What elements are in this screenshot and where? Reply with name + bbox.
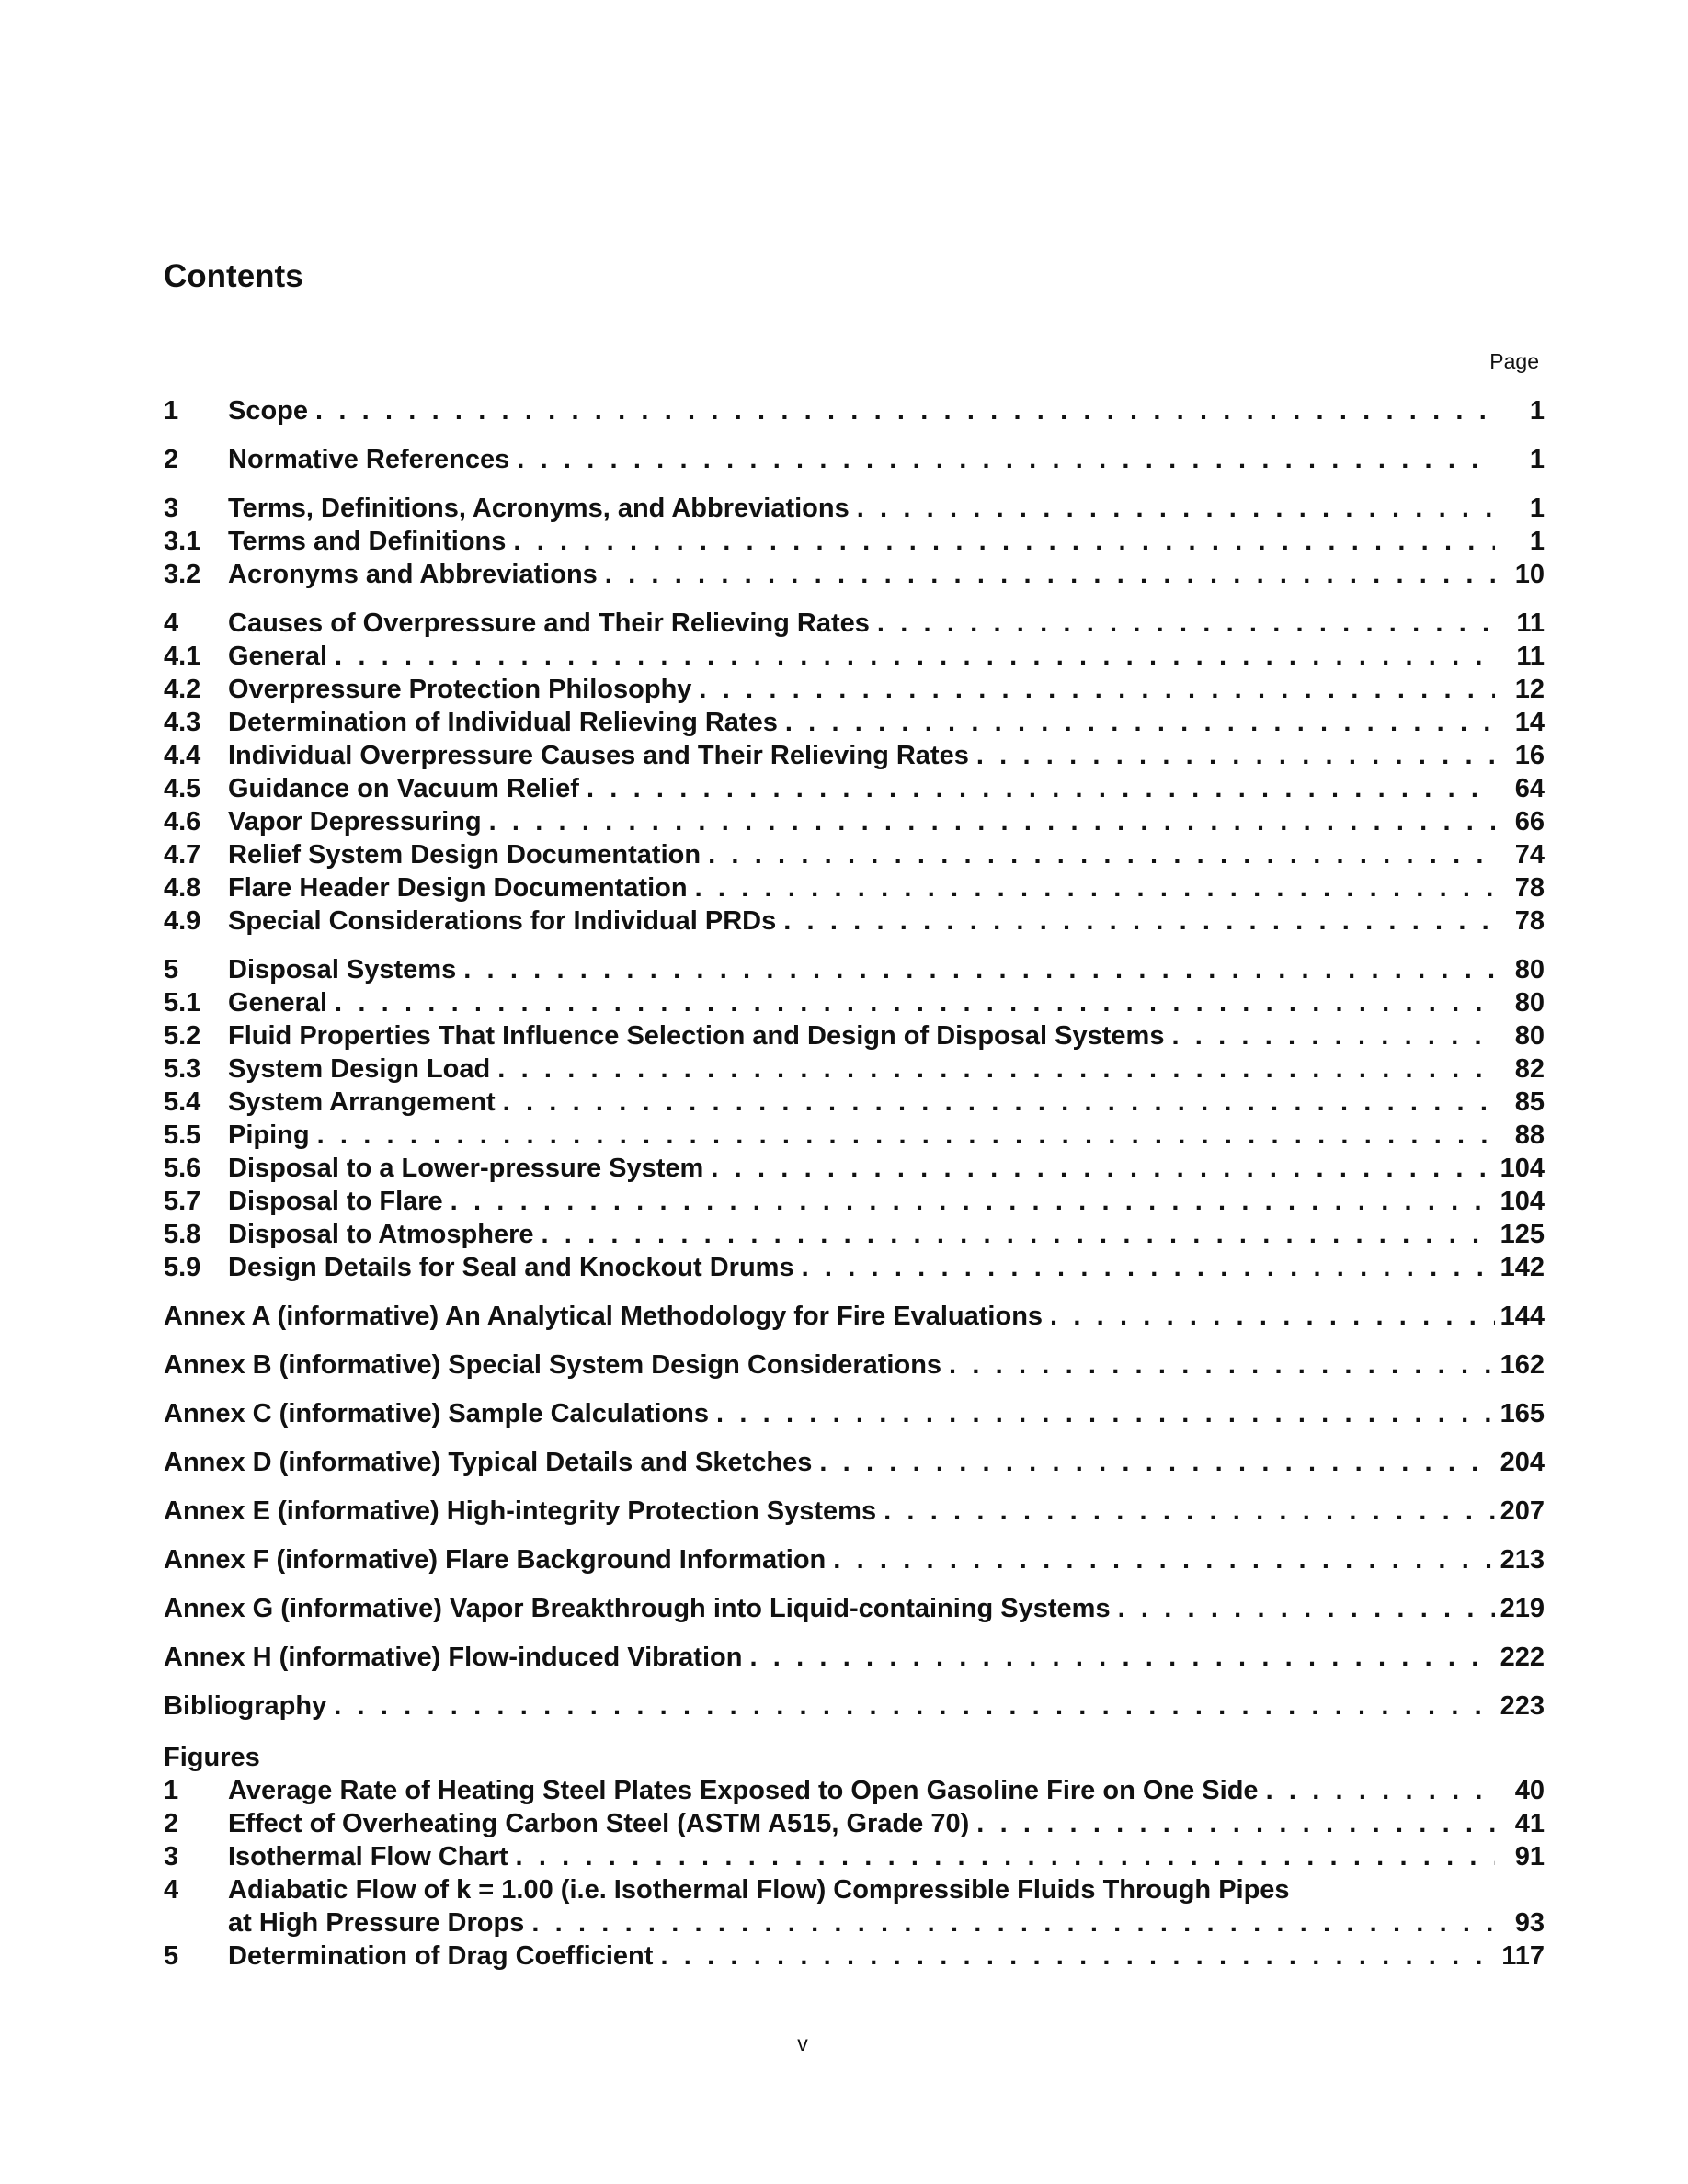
dot-leader <box>783 904 1495 938</box>
toc-entry-title: Bibliography <box>164 1691 327 1721</box>
toc-entry-page: 74 <box>1514 840 1545 870</box>
toc-entry-title: at High Pressure Drops <box>228 1908 525 1938</box>
toc-entry[interactable] <box>164 640 1545 673</box>
toc-entry-title: Special Considerations for Individual PRDs <box>228 906 777 936</box>
dot-leader <box>531 1906 1495 1939</box>
toc-entry-page: 80 <box>1514 988 1545 1018</box>
toc-entry-page: 88 <box>1514 1120 1545 1150</box>
toc-entry-page: 66 <box>1514 807 1545 836</box>
toc-entry-number: 5.3 <box>164 1054 201 1084</box>
toc-entry-page: 78 <box>1514 906 1545 936</box>
figures-list <box>164 1774 1545 1973</box>
toc-entry-number: 3.2 <box>164 560 201 589</box>
toc-entry-number: 5 <box>164 1941 179 1971</box>
toc-entry[interactable] <box>164 1543 1545 1576</box>
toc-section-group <box>164 1495 1545 1528</box>
toc-entry-title: Disposal to Atmosphere <box>228 1220 534 1249</box>
toc-entry-number: 5.9 <box>164 1253 201 1282</box>
toc-entry-page: 11 <box>1516 609 1545 638</box>
toc-entry-title: Annex E (informative) High-integrity Protection Systems <box>164 1496 877 1526</box>
toc-section-group <box>164 1641 1545 1674</box>
dot-leader <box>660 1939 1495 1973</box>
figure-entry[interactable] <box>164 1873 1545 1906</box>
toc-entry-page: 207 <box>1500 1496 1545 1526</box>
toc-entry-title: Piping <box>228 1120 310 1150</box>
toc-section-group <box>164 607 1545 938</box>
dot-leader <box>949 1348 1495 1382</box>
toc-entry[interactable] <box>164 525 1545 558</box>
toc-entry[interactable] <box>164 1218 1545 1251</box>
toc-entry-number: 5.5 <box>164 1120 201 1150</box>
toc-entry-page: 93 <box>1514 1908 1545 1938</box>
toc-entry-page: 162 <box>1500 1350 1545 1380</box>
toc-entry[interactable] <box>164 492 1545 525</box>
dot-leader <box>315 394 1495 427</box>
toc-entry-page: 10 <box>1514 560 1545 589</box>
dot-leader <box>497 1052 1495 1086</box>
toc-entry-number: 4 <box>164 1875 179 1905</box>
toc-entry[interactable] <box>164 838 1545 871</box>
toc-entry-number: 4.3 <box>164 708 201 737</box>
toc-entry[interactable] <box>164 805 1545 838</box>
toc-entry[interactable] <box>164 1592 1545 1625</box>
toc-entry-title: General <box>228 988 327 1018</box>
toc-entry-number: 5.2 <box>164 1021 201 1051</box>
dot-leader <box>317 1119 1495 1152</box>
toc-entry-page: 11 <box>1516 642 1545 671</box>
toc-entry-page: 144 <box>1500 1302 1545 1331</box>
dot-leader <box>802 1251 1495 1284</box>
dot-leader <box>749 1641 1495 1674</box>
toc-entry-title: Terms, Definitions, Acronyms, and Abbreviations <box>228 494 850 523</box>
toc-section-group <box>164 953 1545 1284</box>
toc-entry[interactable] <box>164 673 1545 706</box>
dot-leader <box>857 492 1495 525</box>
toc-entry-number: 5 <box>164 955 179 984</box>
toc-entry-title: Annex D (informative) Typical Details and Sketches <box>164 1448 813 1477</box>
toc-entry[interactable] <box>164 1019 1545 1052</box>
toc-entry-title: Disposal Systems <box>228 955 457 984</box>
toc-entry-title: Determination of Individual Relieving Rates <box>228 708 778 737</box>
toc-entry-title: Overpressure Protection Philosophy <box>228 675 692 704</box>
toc-entry-title: Guidance on Vacuum Relief <box>228 774 579 803</box>
toc-entry[interactable] <box>164 394 1545 427</box>
toc-entry-number: 1 <box>164 1776 179 1805</box>
toc-entry-title: General <box>228 642 327 671</box>
page-number-folio: v <box>797 2031 808 2055</box>
toc-entry-page: 91 <box>1514 1842 1545 1871</box>
toc-entry[interactable] <box>164 1185 1545 1218</box>
toc-entry-number: 4.4 <box>164 741 201 770</box>
dot-leader <box>976 739 1495 772</box>
toc-entry-number: 5.6 <box>164 1154 201 1183</box>
toc-entry-title: Annex A (informative) An Analytical Methodology for Fire Evaluations <box>164 1302 1044 1331</box>
toc-entry-title: Normative References <box>228 445 510 474</box>
dot-leader <box>711 1152 1495 1185</box>
toc-entry-title: Flare Header Design Documentation <box>228 873 688 903</box>
toc-entry-page: 125 <box>1500 1220 1545 1249</box>
toc-entry-title: Disposal to a Lower-pressure System <box>228 1154 704 1183</box>
toc-entry-number: 4.5 <box>164 774 201 803</box>
dot-leader <box>976 1807 1495 1840</box>
toc-entry-number: 5.4 <box>164 1087 201 1117</box>
dot-leader <box>451 1185 1495 1218</box>
toc-entry-page: 80 <box>1514 955 1545 984</box>
toc-entry[interactable] <box>164 1641 1545 1674</box>
toc-entry-page: 204 <box>1500 1448 1545 1477</box>
toc-entry-page: 142 <box>1500 1253 1545 1282</box>
toc-entry-title: Annex H (informative) Flow-induced Vibration <box>164 1643 743 1672</box>
toc-entry-page: 12 <box>1514 675 1545 704</box>
dot-leader <box>489 805 1495 838</box>
figure-entry[interactable] <box>164 1939 1545 1973</box>
toc-entry-title: System Arrangement <box>228 1087 496 1117</box>
toc-entry[interactable] <box>164 1152 1545 1185</box>
toc-entry-title: Fluid Properties That Influence Selection and Design of Disposal Systems <box>228 1021 1165 1051</box>
toc-section-group <box>164 1446 1545 1479</box>
page-column-label: Page <box>1489 349 1539 373</box>
toc-entry[interactable] <box>164 1397 1545 1430</box>
dot-leader <box>513 525 1495 558</box>
toc-entry-title: Relief System Design Documentation <box>228 840 701 870</box>
toc-entry-title: Terms and Definitions <box>228 527 507 556</box>
toc-entry-page: 219 <box>1500 1594 1545 1623</box>
toc-entry-page: 80 <box>1514 1021 1545 1051</box>
toc-entry-number: 3 <box>164 1842 179 1871</box>
contents-page <box>164 250 1545 1973</box>
dot-leader <box>335 640 1495 673</box>
toc-entry-title: Vapor Depressuring <box>228 807 482 836</box>
toc-section-group <box>164 1397 1545 1430</box>
toc-entry-number: 1 <box>164 396 179 426</box>
toc-entry[interactable] <box>164 1119 1545 1152</box>
toc-entry-page: 1 <box>1529 527 1545 556</box>
toc-entry-number: 4 <box>164 609 179 638</box>
toc-entry-title: Annex F (informative) Flare Background Information <box>164 1545 827 1575</box>
toc-entry-title: Acronyms and Abbreviations <box>228 560 598 589</box>
toc-entry-number: 5.8 <box>164 1220 201 1249</box>
toc-entry-title: Disposal to Flare <box>228 1187 443 1216</box>
toc-entry-page: 40 <box>1514 1776 1545 1805</box>
toc-entry-title: Isothermal Flow Chart <box>228 1842 508 1871</box>
toc-entry-title: Effect of Overheating Carbon Steel (ASTM A515, Grade 70) <box>228 1809 970 1838</box>
dot-leader <box>1171 1019 1495 1052</box>
toc-entry[interactable] <box>164 1495 1545 1528</box>
toc-entry-number: 4.1 <box>164 642 201 671</box>
figures-heading: Figures <box>164 1743 260 1772</box>
toc-entry-page: 78 <box>1514 873 1545 903</box>
toc-entry[interactable] <box>164 986 1545 1019</box>
dot-leader <box>541 1218 1495 1251</box>
toc-entry-number: 4.8 <box>164 873 201 903</box>
toc-entry-title: Causes of Overpressure and Their Relieving Rates <box>228 609 870 638</box>
toc-section-group <box>164 1689 1545 1723</box>
toc-entry[interactable] <box>164 1446 1545 1479</box>
toc-entry-title: Determination of Drag Coefficient <box>228 1941 654 1971</box>
toc-entry-title: Annex B (informative) Special System Design Considerations <box>164 1350 942 1380</box>
toc-entry[interactable] <box>164 443 1545 476</box>
toc-entry[interactable] <box>164 1052 1545 1086</box>
toc-entry-number: 4.7 <box>164 840 201 870</box>
dot-leader <box>699 673 1495 706</box>
toc-entry-page: 104 <box>1500 1187 1545 1216</box>
toc-entry-title: Design Details for Seal and Knockout Drums <box>228 1253 794 1282</box>
toc-entry-page: 213 <box>1500 1545 1545 1575</box>
page-title: Contents <box>164 258 303 294</box>
toc-entry-number: 5.7 <box>164 1187 201 1216</box>
dot-leader <box>716 1397 1495 1430</box>
dot-leader <box>1118 1592 1495 1625</box>
figure-entry[interactable] <box>164 1807 1545 1840</box>
toc-entry[interactable] <box>164 607 1545 640</box>
toc-entry-page: 222 <box>1500 1643 1545 1672</box>
dot-leader <box>587 772 1495 805</box>
toc-entry[interactable] <box>164 558 1545 591</box>
toc-entry-title: Average Rate of Heating Steel Plates Exposed to Open Gasoline Fire on One Side <box>228 1776 1259 1805</box>
toc-section-group <box>164 1543 1545 1576</box>
toc-entry-page: 64 <box>1514 774 1545 803</box>
toc-entry-number: 3.1 <box>164 527 201 556</box>
toc-entry-title: Annex G (informative) Vapor Breakthrough into Liquid-containing Systems <box>164 1594 1111 1623</box>
toc-entry-page: 16 <box>1514 741 1545 770</box>
toc-entry[interactable] <box>164 1300 1545 1333</box>
table-of-contents <box>164 394 1545 1723</box>
toc-entry-page: 1 <box>1529 396 1545 426</box>
toc-entry-title: Scope <box>228 396 309 426</box>
toc-entry-page: 104 <box>1500 1154 1545 1183</box>
dot-leader <box>785 706 1495 739</box>
toc-entry[interactable] <box>164 772 1545 805</box>
toc-entry-title: System Design Load <box>228 1054 491 1084</box>
dot-leader <box>1266 1774 1495 1807</box>
toc-entry[interactable] <box>164 1348 1545 1382</box>
dot-leader <box>463 953 1495 986</box>
toc-entry-number: 4.6 <box>164 807 201 836</box>
toc-entry-page: 165 <box>1500 1399 1545 1428</box>
toc-entry-page: 1 <box>1529 494 1545 523</box>
toc-entry-page: 85 <box>1514 1087 1545 1117</box>
toc-section-group <box>164 394 1545 427</box>
toc-entry-title: Adiabatic Flow of k = 1.00 (i.e. Isothermal Flow) Compressible Fluids Through Pipes <box>228 1875 1290 1905</box>
toc-entry[interactable] <box>164 871 1545 904</box>
toc-section-group <box>164 492 1545 591</box>
toc-entry-page: 1 <box>1529 445 1545 474</box>
toc-entry[interactable] <box>164 1086 1545 1119</box>
dot-leader <box>503 1086 1495 1119</box>
toc-entry[interactable] <box>164 706 1545 739</box>
dot-leader <box>884 1495 1495 1528</box>
toc-entry-number: 5.1 <box>164 988 201 1018</box>
figure-entry[interactable] <box>164 1774 1545 1807</box>
dot-leader <box>819 1446 1495 1479</box>
figure-entry-continuation[interactable] <box>164 1906 1545 1939</box>
toc-entry[interactable] <box>164 904 1545 938</box>
dot-leader <box>334 1689 1495 1723</box>
toc-entry-title: Individual Overpressure Causes and Their Relieving Rates <box>228 741 969 770</box>
toc-entry[interactable] <box>164 1251 1545 1284</box>
toc-entry-page: 41 <box>1514 1809 1545 1838</box>
dot-leader <box>877 607 1495 640</box>
toc-entry[interactable] <box>164 1689 1545 1723</box>
dot-leader <box>708 838 1495 871</box>
toc-entry-number: 4.9 <box>164 906 201 936</box>
toc-entry-page: 223 <box>1500 1691 1545 1721</box>
dot-leader <box>833 1543 1495 1576</box>
toc-entry[interactable] <box>164 739 1545 772</box>
toc-entry-page: 14 <box>1514 708 1545 737</box>
toc-entry-number: 2 <box>164 445 179 474</box>
toc-entry-page: 117 <box>1501 1941 1545 1971</box>
toc-section-group <box>164 1592 1545 1625</box>
toc-entry-number: 2 <box>164 1809 179 1838</box>
toc-entry-number: 3 <box>164 494 179 523</box>
toc-entry-title: Annex C (informative) Sample Calculations <box>164 1399 710 1428</box>
toc-entry-number: 4.2 <box>164 675 201 704</box>
dot-leader <box>1050 1300 1495 1333</box>
dot-leader <box>605 558 1495 591</box>
dot-leader <box>695 871 1495 904</box>
figure-entry[interactable] <box>164 1840 1545 1873</box>
dot-leader <box>335 986 1495 1019</box>
dot-leader <box>517 443 1495 476</box>
toc-entry[interactable] <box>164 953 1545 986</box>
toc-section-group <box>164 1300 1545 1333</box>
toc-section-group <box>164 443 1545 476</box>
dot-leader <box>516 1840 1495 1873</box>
toc-entry-page: 82 <box>1514 1054 1545 1084</box>
toc-section-group <box>164 1348 1545 1382</box>
